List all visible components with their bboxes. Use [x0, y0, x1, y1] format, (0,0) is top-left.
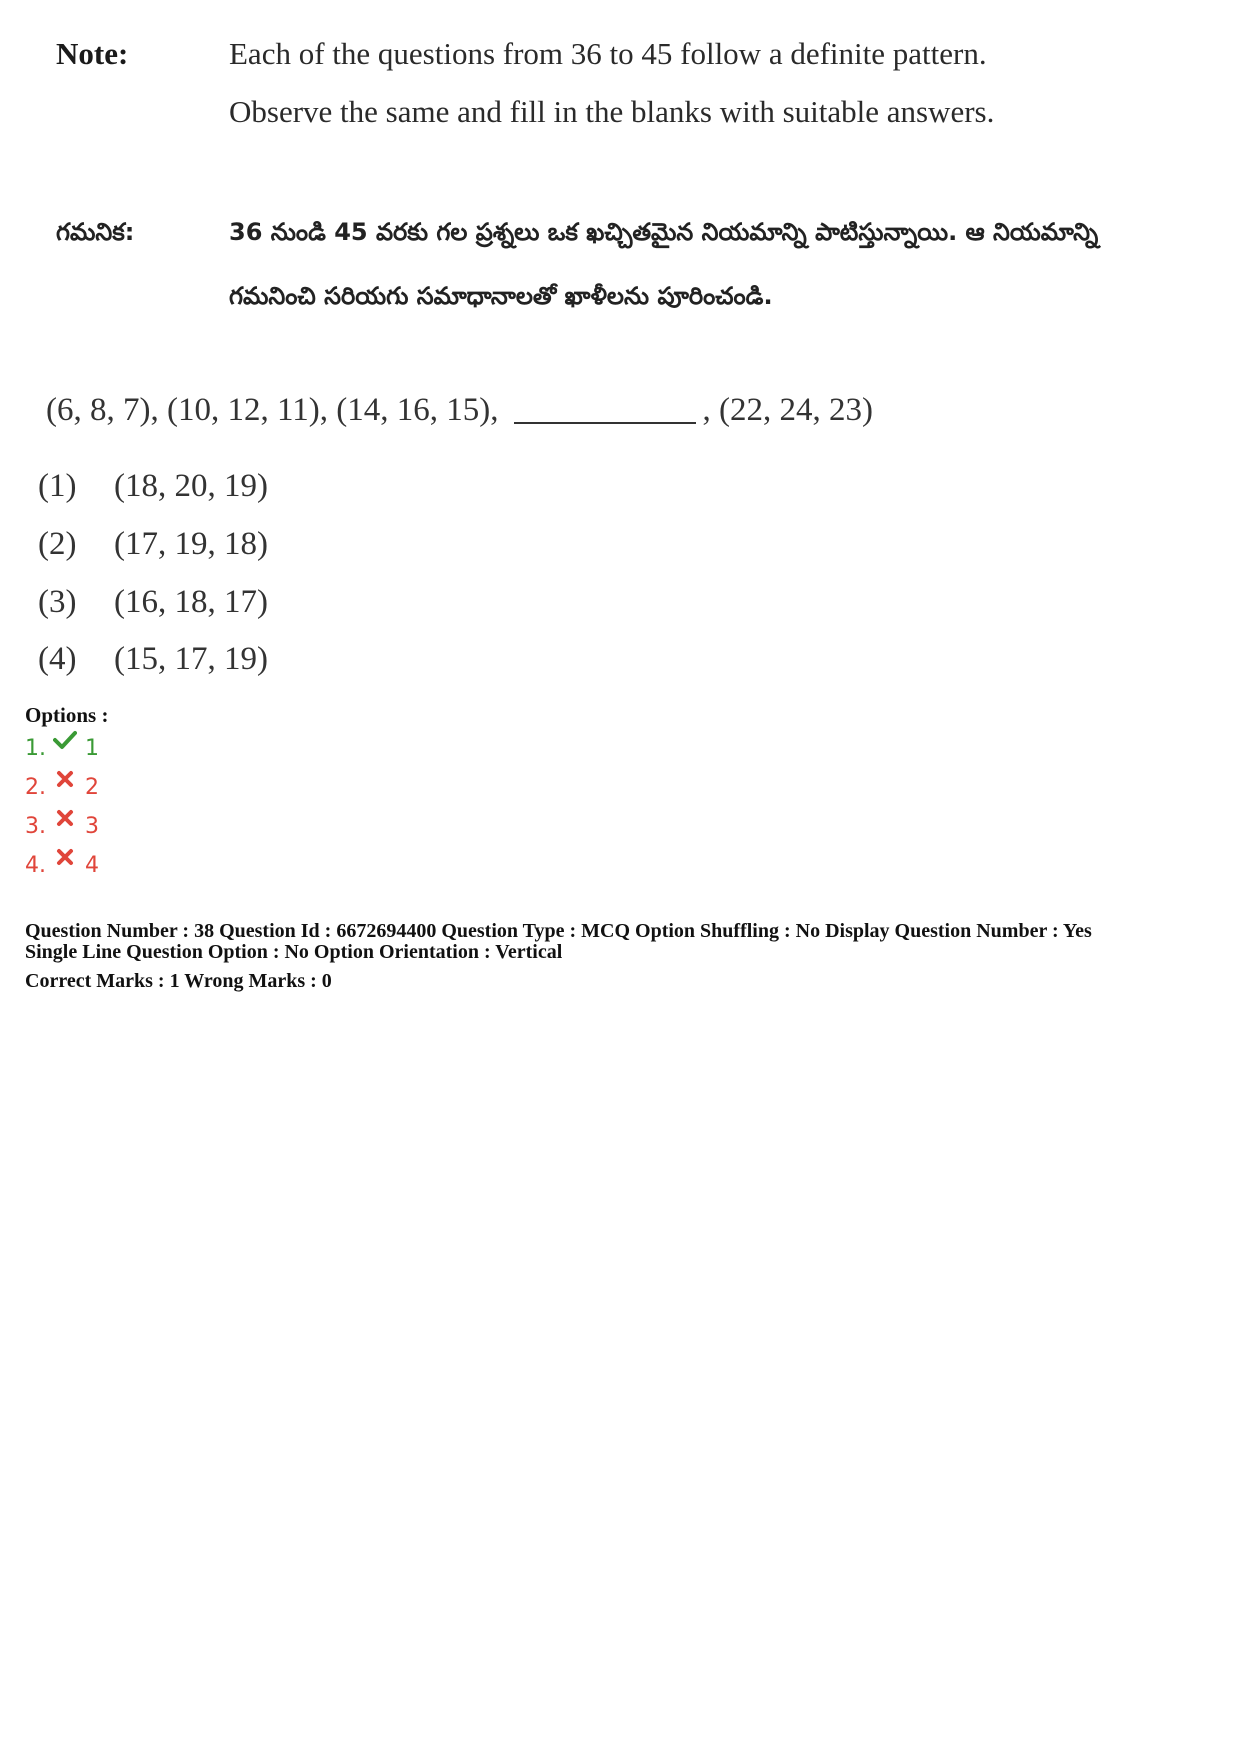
- option-index: 2.: [25, 775, 46, 800]
- choice-3: [38, 584, 268, 621]
- marks-info: Correct Marks : 1 Wrong Marks : 0: [25, 970, 332, 992]
- telugu-note-label: గమనిక:: [56, 218, 135, 246]
- choice-text: (18, 20, 19): [114, 468, 268, 504]
- question-meta-line-1: Question Number : 38 Question Id : 6672694400 Question Type : MCQ Option Shuffling : No Display Question Number : Yes: [25, 920, 1092, 942]
- note-text-line-1: Each of the questions from 36 to 45 follow a definite pattern.: [229, 36, 987, 71]
- sequence-before-blank: (6, 8, 7), (10, 12, 11), (14, 16, 15),: [46, 392, 499, 428]
- option-index: 4.: [25, 853, 46, 878]
- note-label: Note:: [56, 36, 129, 71]
- question-sequence: [46, 392, 873, 429]
- option-value: 2: [85, 775, 99, 800]
- option-2[interactable]: [25, 775, 99, 800]
- check-icon: [53, 730, 79, 752]
- option-1[interactable]: [25, 736, 99, 761]
- question-meta-line-2: Single Line Question Option : No Option Orientation : Vertical: [25, 941, 563, 963]
- options-heading: Options :: [25, 703, 109, 727]
- cross-icon: [53, 847, 79, 869]
- choice-1: [38, 468, 268, 505]
- option-3[interactable]: [25, 814, 99, 839]
- telugu-note-line-2: గమనించి సరియగు సమాధానాలతో ఖాళీలను పూరించండి.: [229, 282, 773, 310]
- option-index: 3.: [25, 814, 46, 839]
- cross-icon: [53, 808, 79, 830]
- option-value: 3: [85, 814, 99, 839]
- choice-number: (2): [38, 526, 77, 562]
- option-value: 4: [85, 853, 99, 878]
- option-value: 1: [85, 736, 99, 761]
- choice-text: (16, 18, 17): [114, 584, 268, 620]
- answer-blank: [514, 422, 696, 424]
- choice-4: [38, 641, 268, 678]
- choice-text: (17, 19, 18): [114, 526, 268, 562]
- choice-2: [38, 526, 268, 563]
- choice-number: (4): [38, 641, 77, 677]
- option-4[interactable]: [25, 853, 99, 878]
- choice-text: (15, 17, 19): [114, 641, 268, 677]
- choice-number: (3): [38, 584, 77, 620]
- cross-icon: [53, 769, 79, 791]
- note-text-line-2: Observe the same and fill in the blanks with suitable answers.: [229, 94, 995, 129]
- sequence-after-blank: , (22, 24, 23): [702, 392, 873, 428]
- telugu-note-line-1: 36 నుండి 45 వరకు గల ప్రశ్నలు ఒక ఖచ్చితమైన నియమాన్ని పాటిస్తున్నాయి. ఆ నియమాన్ని: [229, 218, 1099, 246]
- option-index: 1.: [25, 736, 46, 761]
- choice-number: (1): [38, 468, 77, 504]
